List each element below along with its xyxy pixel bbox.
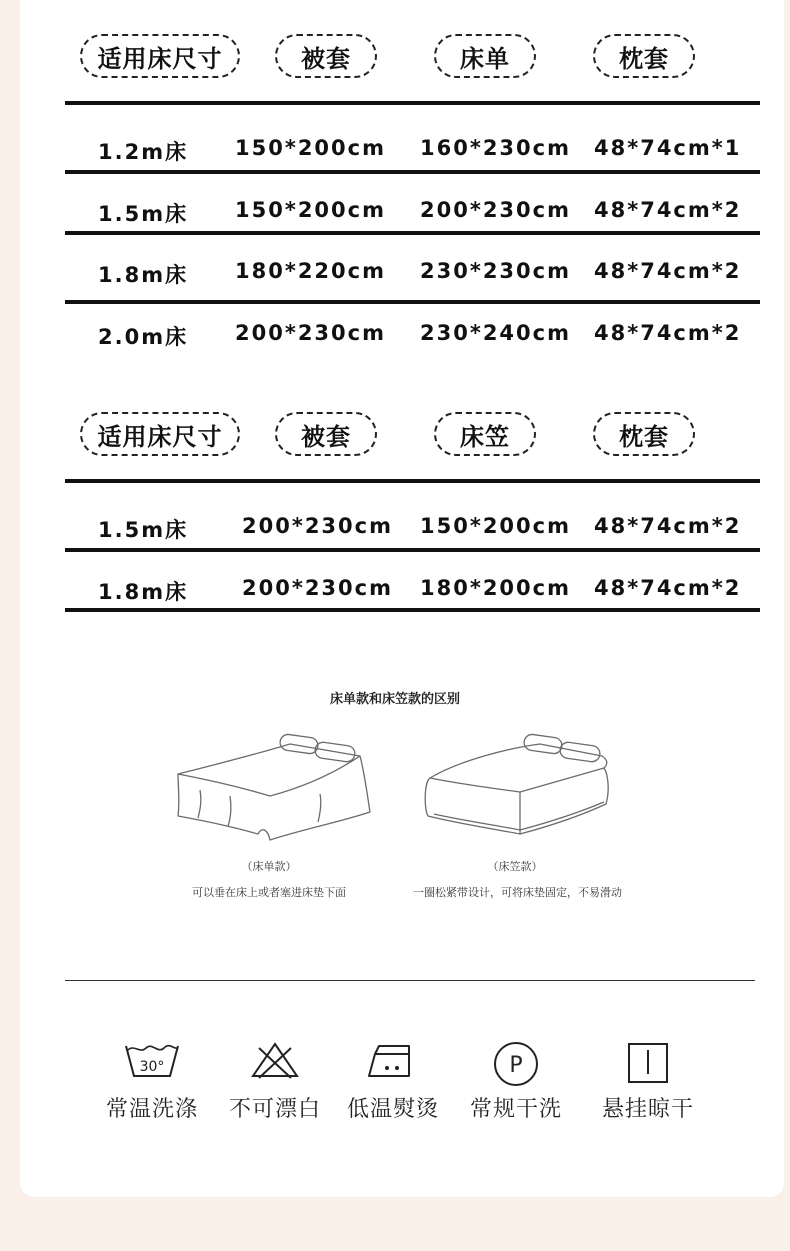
duvet-size-cell: 150*200cm: [235, 198, 386, 222]
table-row: [0, 506, 790, 546]
bed-size-cell: 1.5m床: [98, 518, 189, 542]
row-divider: [65, 548, 760, 552]
duvet-size-cell: 180*220cm: [235, 259, 386, 283]
wash-30-icon: [122, 1040, 182, 1080]
diagram-title: 床单款和床笠款的区别: [329, 692, 460, 707]
duvet-size-cell: 200*230cm: [242, 514, 393, 538]
care-label: 不可漂白: [228, 1097, 321, 1122]
no-bleach-icon: [245, 1040, 305, 1080]
duvet-size-cell: 150*200cm: [235, 136, 386, 160]
row-divider: [65, 231, 760, 235]
sheet-size-cell: 230*240cm: [420, 321, 571, 345]
svg-text:30°: 30°: [139, 1059, 165, 1075]
fitted-sheet-size-cell: 180*200cm: [420, 576, 571, 600]
care-label: 常温洗涤: [105, 1097, 198, 1122]
bed-size-cell: 1.5m床: [98, 202, 189, 226]
header-pillowcase: 枕套: [593, 412, 695, 456]
bed-size-cell: 1.8m床: [98, 263, 189, 287]
iron-low-icon: [363, 1040, 423, 1080]
care-divider: [65, 980, 755, 981]
table-row: [0, 128, 790, 168]
table2-bottom-rule: [65, 608, 760, 612]
care-item-iron: [333, 1040, 453, 1123]
fitted-sheet-description: 一圈松紧带设计，可将床垫固定，不易滑动: [413, 886, 622, 899]
sheet-size-cell: 160*230cm: [420, 136, 571, 160]
table-row: [0, 313, 790, 353]
bed-size-cell: 1.2m床: [98, 140, 189, 164]
header-duvet-cover: 被套: [275, 412, 377, 456]
header-duvet-cover: 被套: [275, 34, 377, 78]
flat-sheet-bed-illustration: [170, 730, 380, 850]
pillow-size-cell: 48*74cm*2: [594, 321, 742, 345]
fitted-sheet-caption: （床笠款）: [487, 860, 543, 873]
fitted-sheet-size-cell: 150*200cm: [420, 514, 571, 538]
pillow-size-cell: 48*74cm*2: [594, 576, 742, 600]
svg-text:P: P: [509, 1053, 523, 1078]
header-pillowcase: 枕套: [593, 34, 695, 78]
pillow-size-cell: 48*74cm*2: [594, 259, 742, 283]
header-bed-size: 适用床尺寸: [80, 34, 240, 78]
sheet-size-cell: 200*230cm: [420, 198, 571, 222]
care-label: 常规干洗: [469, 1097, 562, 1122]
pillow-size-cell: 48*74cm*1: [594, 136, 742, 160]
dry-clean-icon: [486, 1040, 546, 1088]
header-bed-sheet: 床单: [434, 34, 536, 78]
care-item-hang-dry: [588, 1040, 708, 1123]
header-bed-size: 适用床尺寸: [80, 412, 240, 456]
bed-size-cell: 1.8m床: [98, 580, 189, 604]
flat-sheet-caption: （床单款）: [241, 860, 297, 873]
duvet-size-cell: 200*230cm: [235, 321, 386, 345]
table-row: [0, 568, 790, 608]
table2-header: [0, 412, 790, 462]
care-label: 低温熨烫: [346, 1097, 439, 1122]
care-item-wash: [92, 1040, 212, 1123]
table-row: [0, 251, 790, 291]
row-divider: [65, 300, 760, 304]
pillow-size-cell: 48*74cm*2: [594, 198, 742, 222]
row-divider: [65, 170, 760, 174]
table1-header: [0, 34, 790, 84]
header-fitted-sheet: 床笠: [434, 412, 536, 456]
fitted-sheet-bed-illustration: [420, 730, 620, 840]
hang-dry-icon: [618, 1040, 678, 1088]
table-row: [0, 190, 790, 230]
care-item-no-bleach: [215, 1040, 335, 1123]
care-label: 悬挂晾干: [601, 1097, 694, 1122]
table1-rule: [65, 101, 760, 105]
table2-rule: [65, 479, 760, 483]
pillow-size-cell: 48*74cm*2: [594, 514, 742, 538]
sheet-size-cell: 230*230cm: [420, 259, 571, 283]
flat-sheet-description: 可以垂在床上或者塞进床垫下面: [192, 886, 346, 899]
duvet-size-cell: 200*230cm: [242, 576, 393, 600]
care-item-dry-clean: [456, 1040, 576, 1123]
bed-size-cell: 2.0m床: [98, 325, 189, 349]
